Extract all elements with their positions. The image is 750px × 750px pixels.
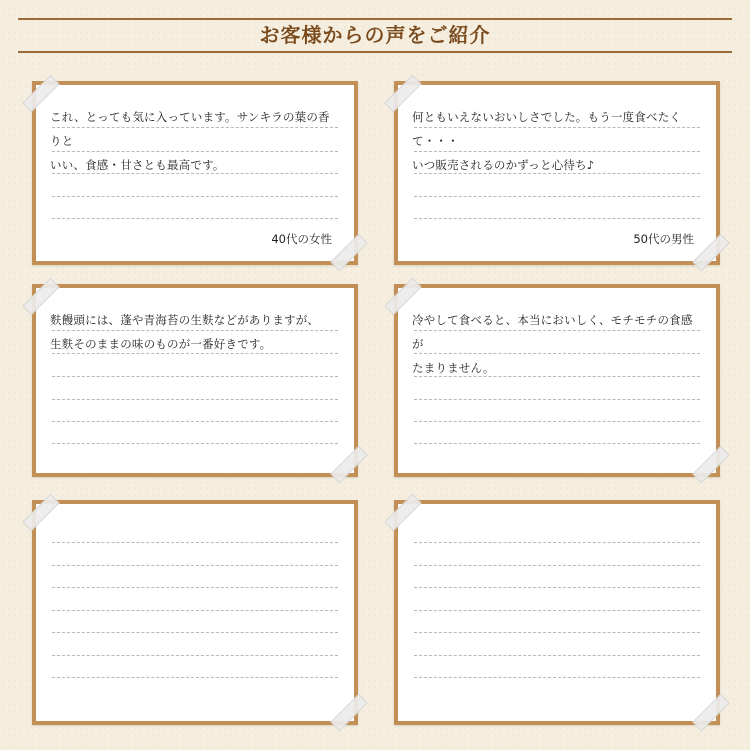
writing-line [414,421,700,422]
writing-line [52,353,338,354]
writing-line [414,610,700,611]
writing-line [52,677,338,678]
writing-line [414,443,700,444]
testimonial-line: 麩饅頭には、蓬や青海苔の生麩などがありますが、 [50,313,320,327]
page-header [18,14,732,56]
writing-line [414,542,700,543]
writing-line [52,196,338,197]
header-bottom-rule [18,51,732,53]
tape-corner [384,494,421,531]
testimonial-author: 50代の男性 [633,232,694,246]
writing-line [414,677,700,678]
writing-line [52,330,338,331]
tape-corner [692,446,729,483]
testimonial-line: 生麩そのままの味のものが一番好きです。 [50,337,272,351]
page-title: お客様からの声をご紹介 [259,23,491,47]
writing-line [52,565,338,566]
writing-line [414,399,700,400]
writing-line [414,218,700,219]
writing-line [414,353,700,354]
writing-line [52,587,338,588]
writing-line [52,376,338,377]
testimonial-card [394,284,720,477]
testimonial-author: 40代の女性 [271,232,332,246]
writing-line [414,632,700,633]
testimonial-text [50,308,340,356]
testimonial-text [412,105,702,177]
writing-line [414,173,700,174]
writing-line [414,330,700,331]
testimonial-text [50,105,340,177]
tape-corner [692,234,729,271]
writing-line [52,218,338,219]
testimonial-card [32,284,358,477]
tape-corner [330,446,367,483]
writing-line [52,610,338,611]
testimonial-text [412,308,702,380]
writing-line [52,399,338,400]
testimonial-card [32,81,358,265]
tape-corner [22,494,59,531]
testimonial-card [32,500,358,725]
writing-line [414,151,700,152]
writing-line [52,655,338,656]
tape-corner [692,694,729,731]
testimonial-line: これ、とっても気に入っています。サンキラの葉の香りと [50,110,330,148]
writing-line [414,565,700,566]
writing-line [414,196,700,197]
writing-line [52,127,338,128]
testimonial-line: いい、食感・甘さとも最高です。 [50,158,225,172]
writing-line [52,421,338,422]
testimonial-card [394,500,720,725]
testimonial-card [394,81,720,265]
writing-line [52,151,338,152]
writing-line [52,173,338,174]
writing-line [414,655,700,656]
tape-corner [330,234,367,271]
testimonial-line: たまりません。 [412,361,495,375]
testimonial-line: 何ともいえないおいしさでした。もう一度食べたくて・・・ [412,110,682,148]
writing-line [414,376,700,377]
writing-line [414,127,700,128]
testimonial-line: 冷やして食べると、本当においしく、モチモチの食感が [412,313,693,351]
tape-corner [330,694,367,731]
testimonial-line: いつ販売されるのかずっと心待ち♪ [412,158,595,172]
writing-line [52,632,338,633]
writing-line [52,542,338,543]
writing-line [414,587,700,588]
writing-line [52,443,338,444]
